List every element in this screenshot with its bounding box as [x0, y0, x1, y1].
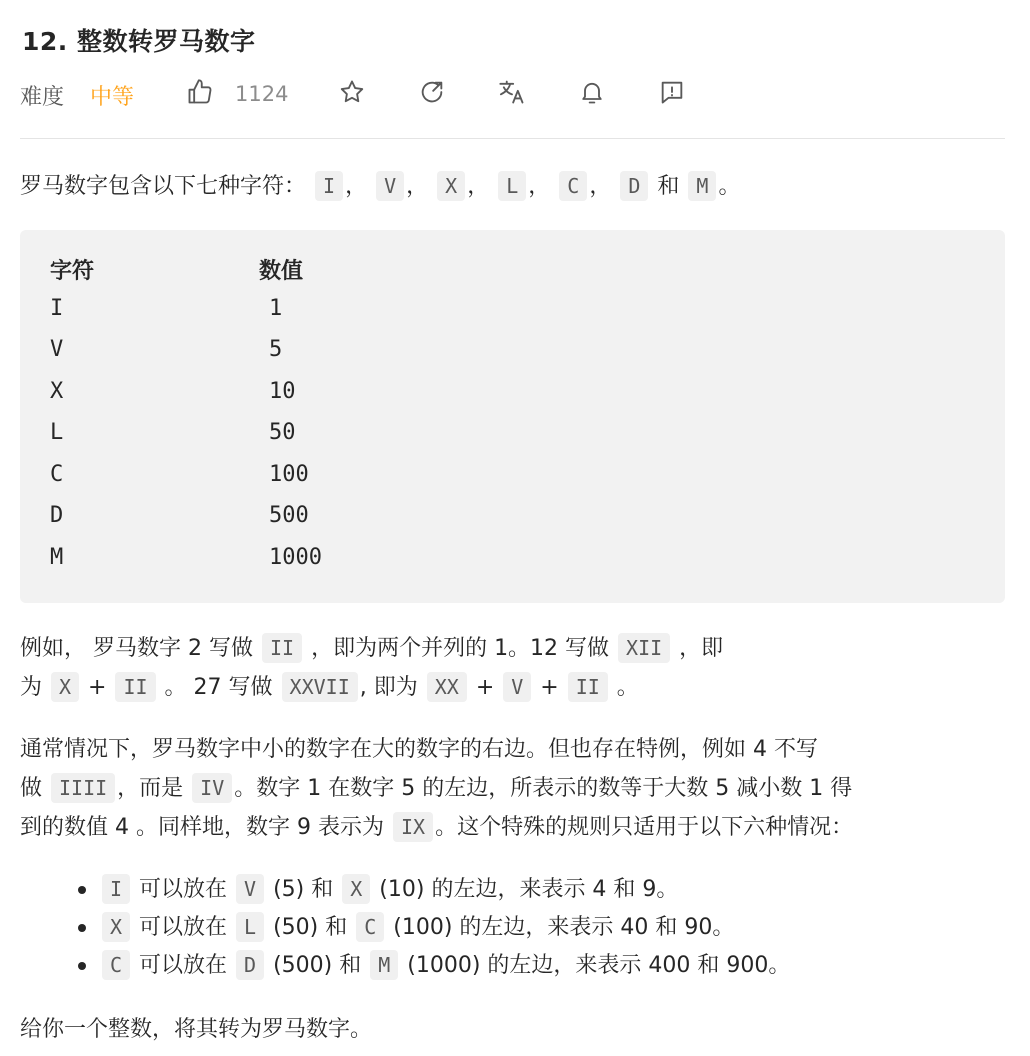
rule-text: (5) 和 [266, 877, 341, 902]
special-text: 。数字 1 在数字 5 的左边，所表示的数等于大数 5 减小数 1 得 [234, 776, 853, 801]
feedback-icon [658, 78, 686, 110]
rule-text: (10) 的左边，来表示 4 和 9。 [372, 877, 679, 902]
example-text: 。 27 写做 [157, 675, 280, 700]
separator: ， [345, 174, 368, 199]
row-symbol: C [50, 462, 64, 487]
inline-code: X [51, 672, 79, 702]
separator: ， [528, 174, 551, 199]
problem-meta-bar [20, 72, 1005, 116]
rules-list [20, 870, 1005, 984]
and-text: 和 [657, 174, 680, 199]
list-item [20, 908, 1005, 946]
row-symbol: X [50, 379, 64, 404]
bell-icon [578, 78, 606, 110]
special-text: 到的数值 4 。同样地，数字 9 表示为 [20, 815, 391, 840]
separator: ， [589, 174, 612, 199]
table-row [20, 462, 1005, 503]
inline-code: C [356, 912, 384, 942]
favorite-button[interactable] [336, 78, 368, 110]
header-divider [20, 138, 1005, 139]
inline-code: D [236, 950, 264, 980]
intro-text: 罗马数字包含以下七种字符： [20, 174, 307, 199]
table-row [20, 545, 1005, 586]
share-icon [418, 78, 446, 110]
rule-text: (100) 的左边，来表示 40 和 90。 [386, 915, 735, 940]
difficulty-badge: 中等 [90, 85, 135, 110]
inline-code: IX [393, 812, 433, 842]
symbol-code: L [498, 171, 526, 201]
separator: ， [406, 174, 429, 199]
table-row [20, 420, 1005, 461]
problem-title: 12. 整数转罗马数字 [22, 27, 256, 56]
special-text: ，而是 [117, 776, 191, 801]
task-paragraph: 给你一个整数，将其转为罗马数字。 [20, 1017, 373, 1042]
inline-code: M [370, 950, 398, 980]
symbol-code: X [437, 171, 465, 201]
translate-button[interactable] [496, 78, 528, 110]
row-symbol: V [50, 337, 64, 362]
plus-sign: + [468, 675, 502, 700]
example-text: 。 [609, 675, 639, 700]
row-value: 1000 [269, 545, 322, 570]
row-value: 1 [269, 296, 283, 321]
problem-description [20, 0, 1005, 1056]
row-symbol: M [50, 545, 64, 570]
rule-text: (1000) 的左边，来表示 400 和 900。 [400, 953, 791, 978]
example-text: , 即为 [359, 675, 425, 700]
row-value: 50 [269, 420, 296, 445]
period: 。 [718, 174, 741, 199]
table-header-symbol: 字符 [50, 259, 95, 284]
like-count: 1124 [235, 82, 289, 106]
inline-code: XXVII [282, 672, 358, 702]
star-icon [338, 78, 366, 110]
share-button[interactable] [416, 78, 448, 110]
example-text: 例如， 罗马数字 2 写做 [20, 636, 260, 661]
symbol-code: I [315, 171, 343, 201]
inline-code: I [102, 874, 130, 904]
rule-text: 可以放在 [132, 953, 235, 978]
notify-button[interactable] [576, 78, 608, 110]
table-header-value: 数值 [259, 259, 304, 284]
inline-code: X [102, 912, 130, 942]
inline-code: IIII [51, 773, 115, 803]
inline-code: L [236, 912, 264, 942]
row-value: 500 [269, 503, 309, 528]
example-text: ，即 [672, 636, 724, 661]
row-symbol: D [50, 503, 64, 528]
inline-code: V [503, 672, 531, 702]
special-text: 通常情况下，罗马数字中小的数字在大的数字的右边。但也存在特例，例如 4 不写 [20, 737, 818, 762]
rule-text: 可以放在 [132, 877, 235, 902]
inline-code: XII [618, 633, 670, 663]
symbol-code: V [376, 171, 404, 201]
inline-code: V [236, 874, 264, 904]
table-row [20, 296, 1005, 337]
symbol-code: D [620, 171, 648, 201]
inline-code: X [342, 874, 370, 904]
table-row [20, 379, 1005, 420]
example-text: ，即为两个并列的 1。12 写做 [304, 636, 617, 661]
difficulty-label: 难度 [20, 85, 65, 110]
plus-sign: + [533, 675, 566, 700]
separator: ， [467, 174, 490, 199]
inline-code: XX [427, 672, 467, 702]
inline-code: C [102, 950, 130, 980]
example-paragraph [20, 629, 850, 707]
table-row [20, 503, 1005, 544]
row-value: 10 [269, 379, 296, 404]
thumb-up-icon [186, 78, 214, 110]
special-case-paragraph [20, 731, 1005, 847]
special-text: 做 [20, 776, 49, 801]
symbol-value-table [20, 230, 1005, 603]
inline-code: II [262, 633, 302, 663]
inline-code: II [115, 672, 155, 702]
special-text: 。这个特殊的规则只适用于以下六种情况： [435, 815, 854, 840]
row-symbol: L [50, 420, 64, 445]
like-button[interactable] [186, 78, 288, 110]
table-row [20, 337, 1005, 378]
inline-code: II [568, 672, 608, 702]
example-text: 为 [20, 675, 49, 700]
translate-icon [498, 78, 526, 110]
symbol-code: C [559, 171, 587, 201]
list-item [20, 870, 1005, 908]
row-value: 5 [269, 337, 283, 362]
feedback-button[interactable] [656, 78, 688, 110]
rule-text: (500) 和 [266, 953, 369, 978]
symbol-code: M [688, 171, 716, 201]
list-item [20, 946, 1005, 984]
row-symbol: I [50, 296, 64, 321]
intro-paragraph [20, 167, 1005, 206]
inline-code: IV [192, 773, 232, 803]
rule-text: 可以放在 [132, 915, 235, 940]
plus-sign: + [81, 675, 114, 700]
rule-text: (50) 和 [266, 915, 355, 940]
row-value: 100 [269, 462, 309, 487]
